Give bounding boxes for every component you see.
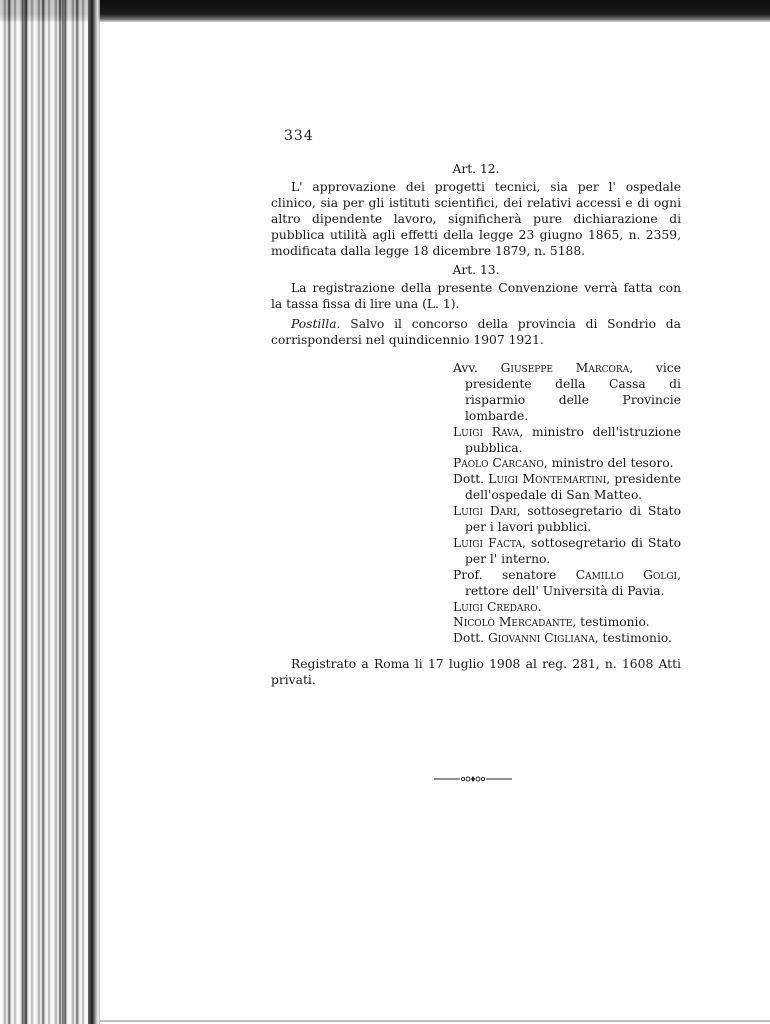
scan-bottom-border <box>100 1020 770 1022</box>
signatory <box>453 600 681 616</box>
signatory-name: Luigi Rava <box>453 424 520 439</box>
postilla <box>271 317 681 349</box>
signatory <box>453 456 681 472</box>
signatory <box>453 472 681 504</box>
signatory <box>453 425 681 457</box>
signatories-list <box>453 361 681 647</box>
signatory-name: Giovanni Cigliana <box>487 631 595 646</box>
signatory-title: Prof. senatore <box>453 567 576 582</box>
signatory-name: Luigi Dari <box>453 504 517 519</box>
signatory <box>453 615 681 631</box>
signatory-role: , presidente dell'ospedale di San Matteo. <box>465 472 681 503</box>
registration-note: Registrato a Roma li 17 luglio 1908 al reg. 281, n. 1608 Atti privati. <box>271 657 681 688</box>
postilla-text: Salvo il concorso della provincia di Sondrio da corrispondersi nel quindicennio 1907 1921. <box>271 317 681 348</box>
signatory-name: Paolo Carcano <box>453 456 544 471</box>
decorative-rule-ornament-icon <box>434 773 512 785</box>
signatory-role: , sottosegretario di Stato per i lavori pubblici. <box>465 504 681 535</box>
signatory-role: . <box>537 599 542 614</box>
book-spine-edge <box>88 0 98 1024</box>
signatory-name: Luigi Montemartini <box>488 472 607 487</box>
signatory-title: Avv. <box>453 360 501 375</box>
signatory <box>453 504 681 536</box>
book-spine-line <box>62 0 66 1024</box>
article-body: L' approvazione dei progetti tecnici, sia per l' ospedale clinico, sia per gli istituti scientifici, dei relativi accessi e di ogni altro dipendente lavoro, significherà pure dichiarazione di pubblica utilità agli effetti della legge 23 giugno 1865, n. 2359, modificata dalla legge 18 dicembre 1879, n. 5188. <box>271 179 681 258</box>
postilla-lead: Postilla. <box>291 317 341 332</box>
signatory-title: Dott. <box>453 472 489 487</box>
signatory-name: Nicolò Mercadante <box>453 615 573 630</box>
signatory-name: Luigi Facta <box>453 535 523 550</box>
article-heading: Art. 13. <box>452 263 500 278</box>
book-spine-shadow <box>0 0 100 1024</box>
page-text <box>271 160 681 689</box>
signatory-role: , testimonio. <box>572 615 650 630</box>
signatory-name: Giuseppe Marcora <box>500 360 630 375</box>
signatory-role: , ministro dell'istruzione pubblica. <box>465 424 681 455</box>
signatory-title: Dott. <box>453 631 488 646</box>
signatory <box>453 631 681 647</box>
page-number: 334 <box>284 128 314 144</box>
signatory <box>453 361 681 425</box>
signatory-name: Camillo Golgi <box>575 567 678 582</box>
signatory-role: , testimonio. <box>594 631 672 646</box>
signatory <box>453 568 681 600</box>
book-spine-line <box>22 0 27 1024</box>
signatory-name: Luigi Credaro <box>453 599 538 614</box>
signatory-role: , ministro del tesoro. <box>543 456 674 471</box>
scan-top-border <box>0 0 770 22</box>
article-heading: Art. 12. <box>452 162 500 176</box>
signatory-role: , sottosegretario di Stato per l' interno. <box>465 535 682 566</box>
signatory-role: , rettore dell' Università di Pavia. <box>465 567 681 598</box>
signatory-role: , vice presidente della Cassa di risparmio delle Provincie lombarde. <box>465 360 681 423</box>
article-body: La registrazione della presente Convenzione verrà fatta con la tassa fissa di lire una (L. 1). <box>271 281 681 312</box>
signatory <box>453 536 681 568</box>
